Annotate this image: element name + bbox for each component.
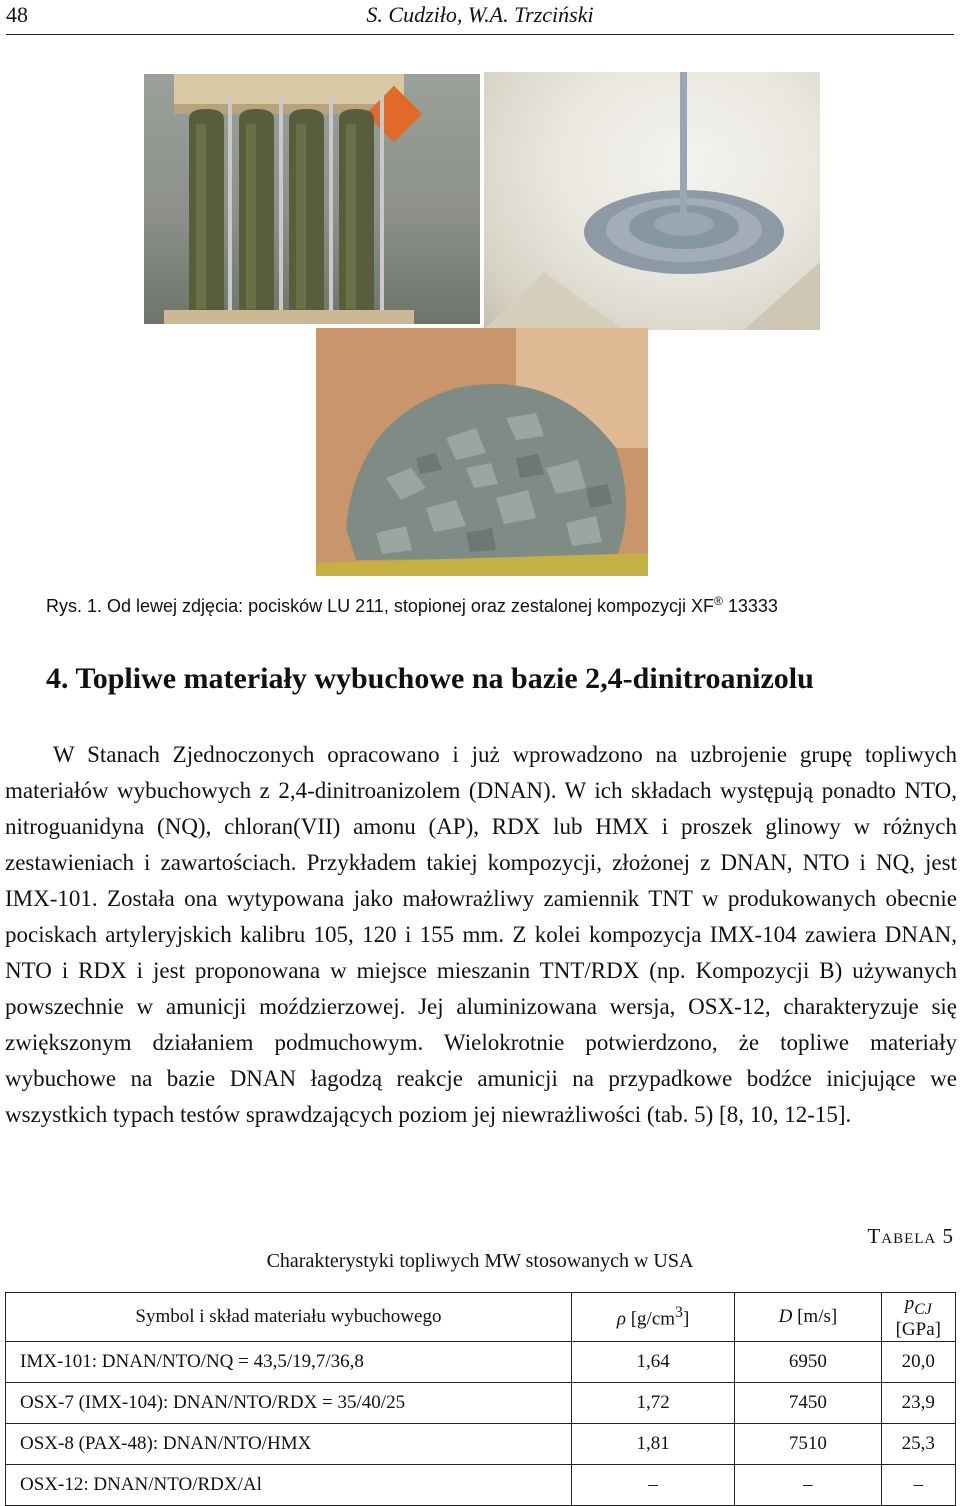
cell-pressure: – [881,1464,955,1505]
cell-velocity: – [735,1464,881,1505]
header-composition: Symbol i skład materiału wybuchowego [6,1293,572,1342]
table-row [6,1382,956,1423]
density-unit-prefix: [g/cm [625,1308,676,1330]
cell-density: 1,64 [571,1341,734,1382]
p-symbol: p [904,1293,915,1314]
photo-solidified-composition [316,328,648,576]
header-cj-pressure [881,1293,955,1342]
header-detonation-velocity [735,1293,881,1342]
section-heading: 4. Topliwe materiały wybuchowe na bazie 2,4-dinitroanizolu [46,662,814,695]
cj-subscript: CJ [914,1300,932,1318]
photo-shells [144,74,480,324]
cell-density: – [571,1464,734,1505]
cell-composition: OSX-8 (PAX-48): DNAN/NTO/HMX [6,1423,572,1464]
cell-velocity: 7510 [735,1423,881,1464]
caption-text: Rys. 1. Od lewej zdjęcia: pocisków LU 211, stopionej oraz zestalonej kompozycji XF [46,596,714,616]
density-unit-exponent: 3 [675,1303,683,1321]
cell-pressure: 25,3 [881,1423,955,1464]
velocity-unit: [m/s] [792,1305,838,1327]
page-number: 48 [6,2,28,27]
pressure-unit: [GPa] [895,1318,941,1340]
table-row [6,1341,956,1382]
cell-pressure: 20,0 [881,1341,955,1382]
rho-symbol: ρ [616,1308,626,1330]
cell-velocity: 7450 [735,1382,881,1423]
body-paragraph [5,737,957,1133]
table-row [6,1464,956,1505]
running-header [6,0,954,35]
properties-table [5,1292,956,1506]
photo-molten-composition [484,72,820,330]
molten-illustration [484,72,820,330]
header-density [571,1293,734,1342]
cell-velocity: 6950 [735,1341,881,1382]
cell-composition: OSX-7 (IMX-104): DNAN/NTO/RDX = 35/40/25 [6,1382,572,1423]
paragraph-text: W Stanach Zjednoczonych opracowano i już wprowadzono na uzbrojenie grupę topliwych materiałów wybuchowych z 2,4-dinitroanizolem (DNAN). W ich składach występują ponadto NTO, nitroguanidyna (NQ), chloran(VII) amonu (AP), RDX lub HMX i proszek glinowy w różnych zestawieniach i zawartościach. Przykładem takiej kompozycji, złożonej z DNAN, NTO i NQ, jest IMX-101. Została ona wytypowana jako małowrażliwy zamiennik TNT w produkowanych obecnie pociskach artyleryjskich kalibru 105, 120 i 155 mm. Z kolei kompozycja IMX-104 zawiera DNAN, NTO i RDX i jest proponowana w miejsce mieszanin TNT/RDX (np. Kompozycji B) używanych powszechnie w amunicji moździerzowej. Jej aluminizowana wersja, OSX-12, charakteryzuje się zwiększonym działaniem podmuchowym. Wielokrotnie potwierdzono, że topliwe materiały wybuchowe na bazie DNAN łagodzą reakcje amunicji na przypadkowe bodźce inicjujące we wszystkich typach testów sprawdzających poziom jej niewrażliwości (tab. 5) [8, 10, 12-15]. [5,742,957,1127]
density-unit-suffix: ] [682,1308,690,1330]
d-symbol: D [778,1305,793,1327]
running-authors: S. Cudziło, W.A. Trzciński [366,2,594,27]
table-label: Tabela 5 [867,1224,954,1248]
cell-pressure: 23,9 [881,1382,955,1423]
table-header-row [6,1293,956,1342]
shells-illustration [144,74,480,324]
solidified-illustration [316,328,648,576]
cell-composition: IMX-101: DNAN/NTO/NQ = 43,5/19,7/36,8 [6,1341,572,1382]
cell-composition: OSX-12: DNAN/NTO/RDX/Al [6,1464,572,1505]
cell-density: 1,81 [571,1423,734,1464]
table-title: Charakterystyki topliwych MW stosowanych w USA [266,1250,694,1272]
table-row [6,1423,956,1464]
figure-caption [46,594,778,617]
cell-density: 1,72 [571,1382,734,1423]
caption-registered-mark: ® [713,594,723,608]
caption-model-number: 13333 [722,596,778,616]
